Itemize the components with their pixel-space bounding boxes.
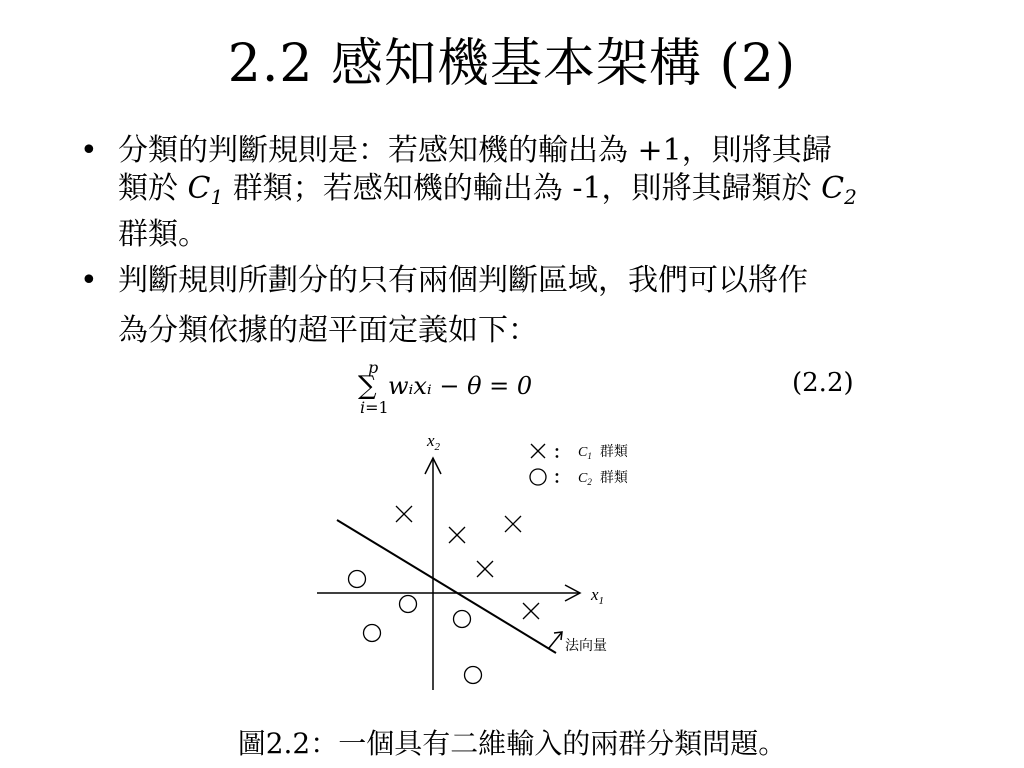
- sum-upper-limit: p: [368, 358, 379, 377]
- cross-marker: [523, 603, 539, 619]
- class2-subscript: 2: [844, 185, 857, 209]
- legend-label-c1: $C_1$ 群類: [578, 445, 628, 461]
- cross-marker: [396, 506, 412, 522]
- legend: [530, 443, 628, 488]
- bullet-line-3: 群類。: [118, 217, 208, 252]
- equation-expression: wᵢxᵢ − θ = 0: [388, 372, 533, 400]
- sum-index: i: [360, 398, 366, 417]
- bullet-dot: •: [80, 133, 98, 168]
- circle-marker: [364, 625, 381, 642]
- sum-symbol: ∑: [358, 371, 377, 401]
- x2-axis-label: $x_2$: [427, 431, 441, 453]
- bullet-line-1: 判斷規則所劃分的只有兩個判斷區域，我們可以將作: [118, 263, 808, 298]
- x1-axis-label: $x_1$: [591, 585, 605, 607]
- bullet-line-1: 分類的判斷規則是：若感知機的輸出為 +1，則將其歸: [118, 133, 832, 168]
- class1-points: [396, 506, 539, 619]
- legend-colon: ：: [553, 468, 570, 488]
- text-fragment: 類於: [118, 171, 188, 206]
- sum-start: =1: [365, 398, 389, 417]
- legend-colon: ：: [553, 443, 570, 463]
- slide-title: 2.2 感知機基本架構 (2): [227, 34, 797, 94]
- normal-vector-arrow: [549, 632, 562, 648]
- cross-marker: [477, 561, 493, 577]
- circle-marker: [454, 611, 471, 628]
- bullet-dot: •: [80, 263, 98, 298]
- class2-letter: C: [821, 171, 845, 206]
- text-fragment: 群類；若感知機的輸出為 -1，則將其歸類於: [223, 171, 822, 206]
- normal-vector-label: 法向量: [565, 638, 607, 654]
- class1-letter: C: [187, 171, 211, 206]
- class1-subscript: 1: [210, 185, 224, 209]
- legend-circle-icon: [530, 469, 546, 485]
- decision-boundary-line: [337, 520, 556, 653]
- legend-cross-icon: [531, 444, 545, 458]
- circle-marker: [400, 596, 417, 613]
- cross-marker: [505, 516, 521, 532]
- circle-marker: [465, 667, 482, 684]
- bullet-line-2: 為分類依據的超平面定義如下：: [118, 313, 538, 348]
- circle-marker: [349, 571, 366, 588]
- equation-number: (2.2): [792, 368, 854, 398]
- class2-points: [349, 571, 482, 684]
- figure-caption: 圖2.2：一個具有二維輸入的兩群分類問題。: [237, 727, 787, 760]
- legend-label-c2: $C_2$ 群類: [578, 471, 628, 487]
- cross-marker: [449, 527, 465, 543]
